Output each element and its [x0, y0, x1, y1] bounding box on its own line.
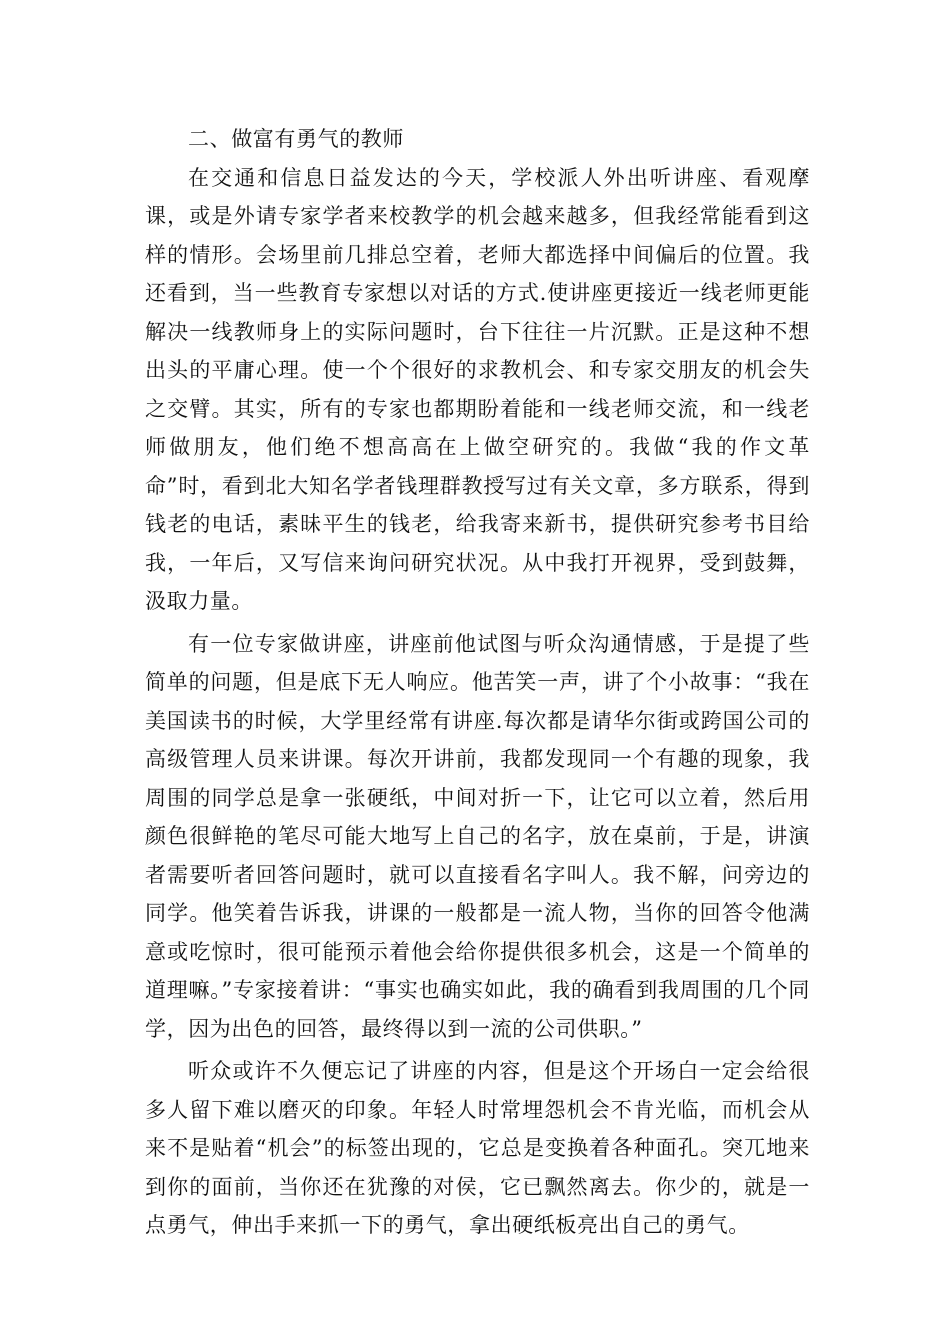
paragraph-3: 听众或许不久便忘记了讲座的内容，但是这个开场白一定会给很多人留下难以磨灭的印象。年轻人时常埋怨机会不肯光临，而机会从来不是贴着“机会”的标签出现的，它总是变换着各种面孔。突兀地来到你的面前，当你还在犹豫的对侯，它已飘然离去。你少的，就是一点勇气，伸出手来抓一下的勇气，拿出硬纸板亮出自己的勇气。	[145, 1059, 810, 1237]
section-heading: 二、做富有勇气的教师	[188, 127, 404, 151]
paragraph-2: 有一位专家做讲座，讲座前他试图与听众沟通情感，于是提了些简单的问题，但是底下无人响应。他苦笑一声，讲了个小故事：“我在美国读书的时候，大学里经常有讲座.每次都是请华尔街或跨国公司的高级管理人员来讲课。每次开讲前，我都发现同一个有趣的现象，我周围的同学总是拿一张硬纸，中间对折一下，让它可以立着，然后用颜色很鲜艳的笔尽可能大地写上自己的名字，放在桌前，于是，讲演者需要听者回答问题时，就可以直接看名字叫人。我不解，问旁边的同学。他笑着告诉我，讲课的一般都是一流人物，当你的回答令他满意或吃惊时，很可能预示着他会给你提供很多机会，这是一个简单的道理嘛。”专家接着讲：“事实也确实如此，我的确看到我周围的几个同学，因为出色的回答，最终得以到一流的公司供职。”	[145, 631, 810, 1041]
paragraph-1: 在交通和信息日益发达的今天，学校派人外出听讲座、看观摩课，或是外请专家学者来校教学的机会越来越多，但我经常能看到这样的情形。会场里前几排总空着，老师大都选择中间偏后的位置。我还看到，当一些教育专家想以对话的方式.使讲座更接近一线老师更能解决一线教师身上的实际问题时，台下往往一片沉默。正是这种不想出头的平庸心理。使一个个很好的求教机会、和专家交朋友的机会失之交臂。其实，所有的专家也都期盼着能和一线老师交流，和一线老师做朋友，他们绝不想高高在上做空研究的。我做“我的作文革命”时，看到北大知名学者钱理群教授写过有关文章，多方联系，得到钱老的电话，素昧平生的钱老，给我寄来新书，提供研究参考书目给我，一年后，又写信来询问研究状况。从中我打开视界，受到鼓舞，汲取力量。	[145, 165, 810, 613]
document-page	[145, 120, 810, 1245]
